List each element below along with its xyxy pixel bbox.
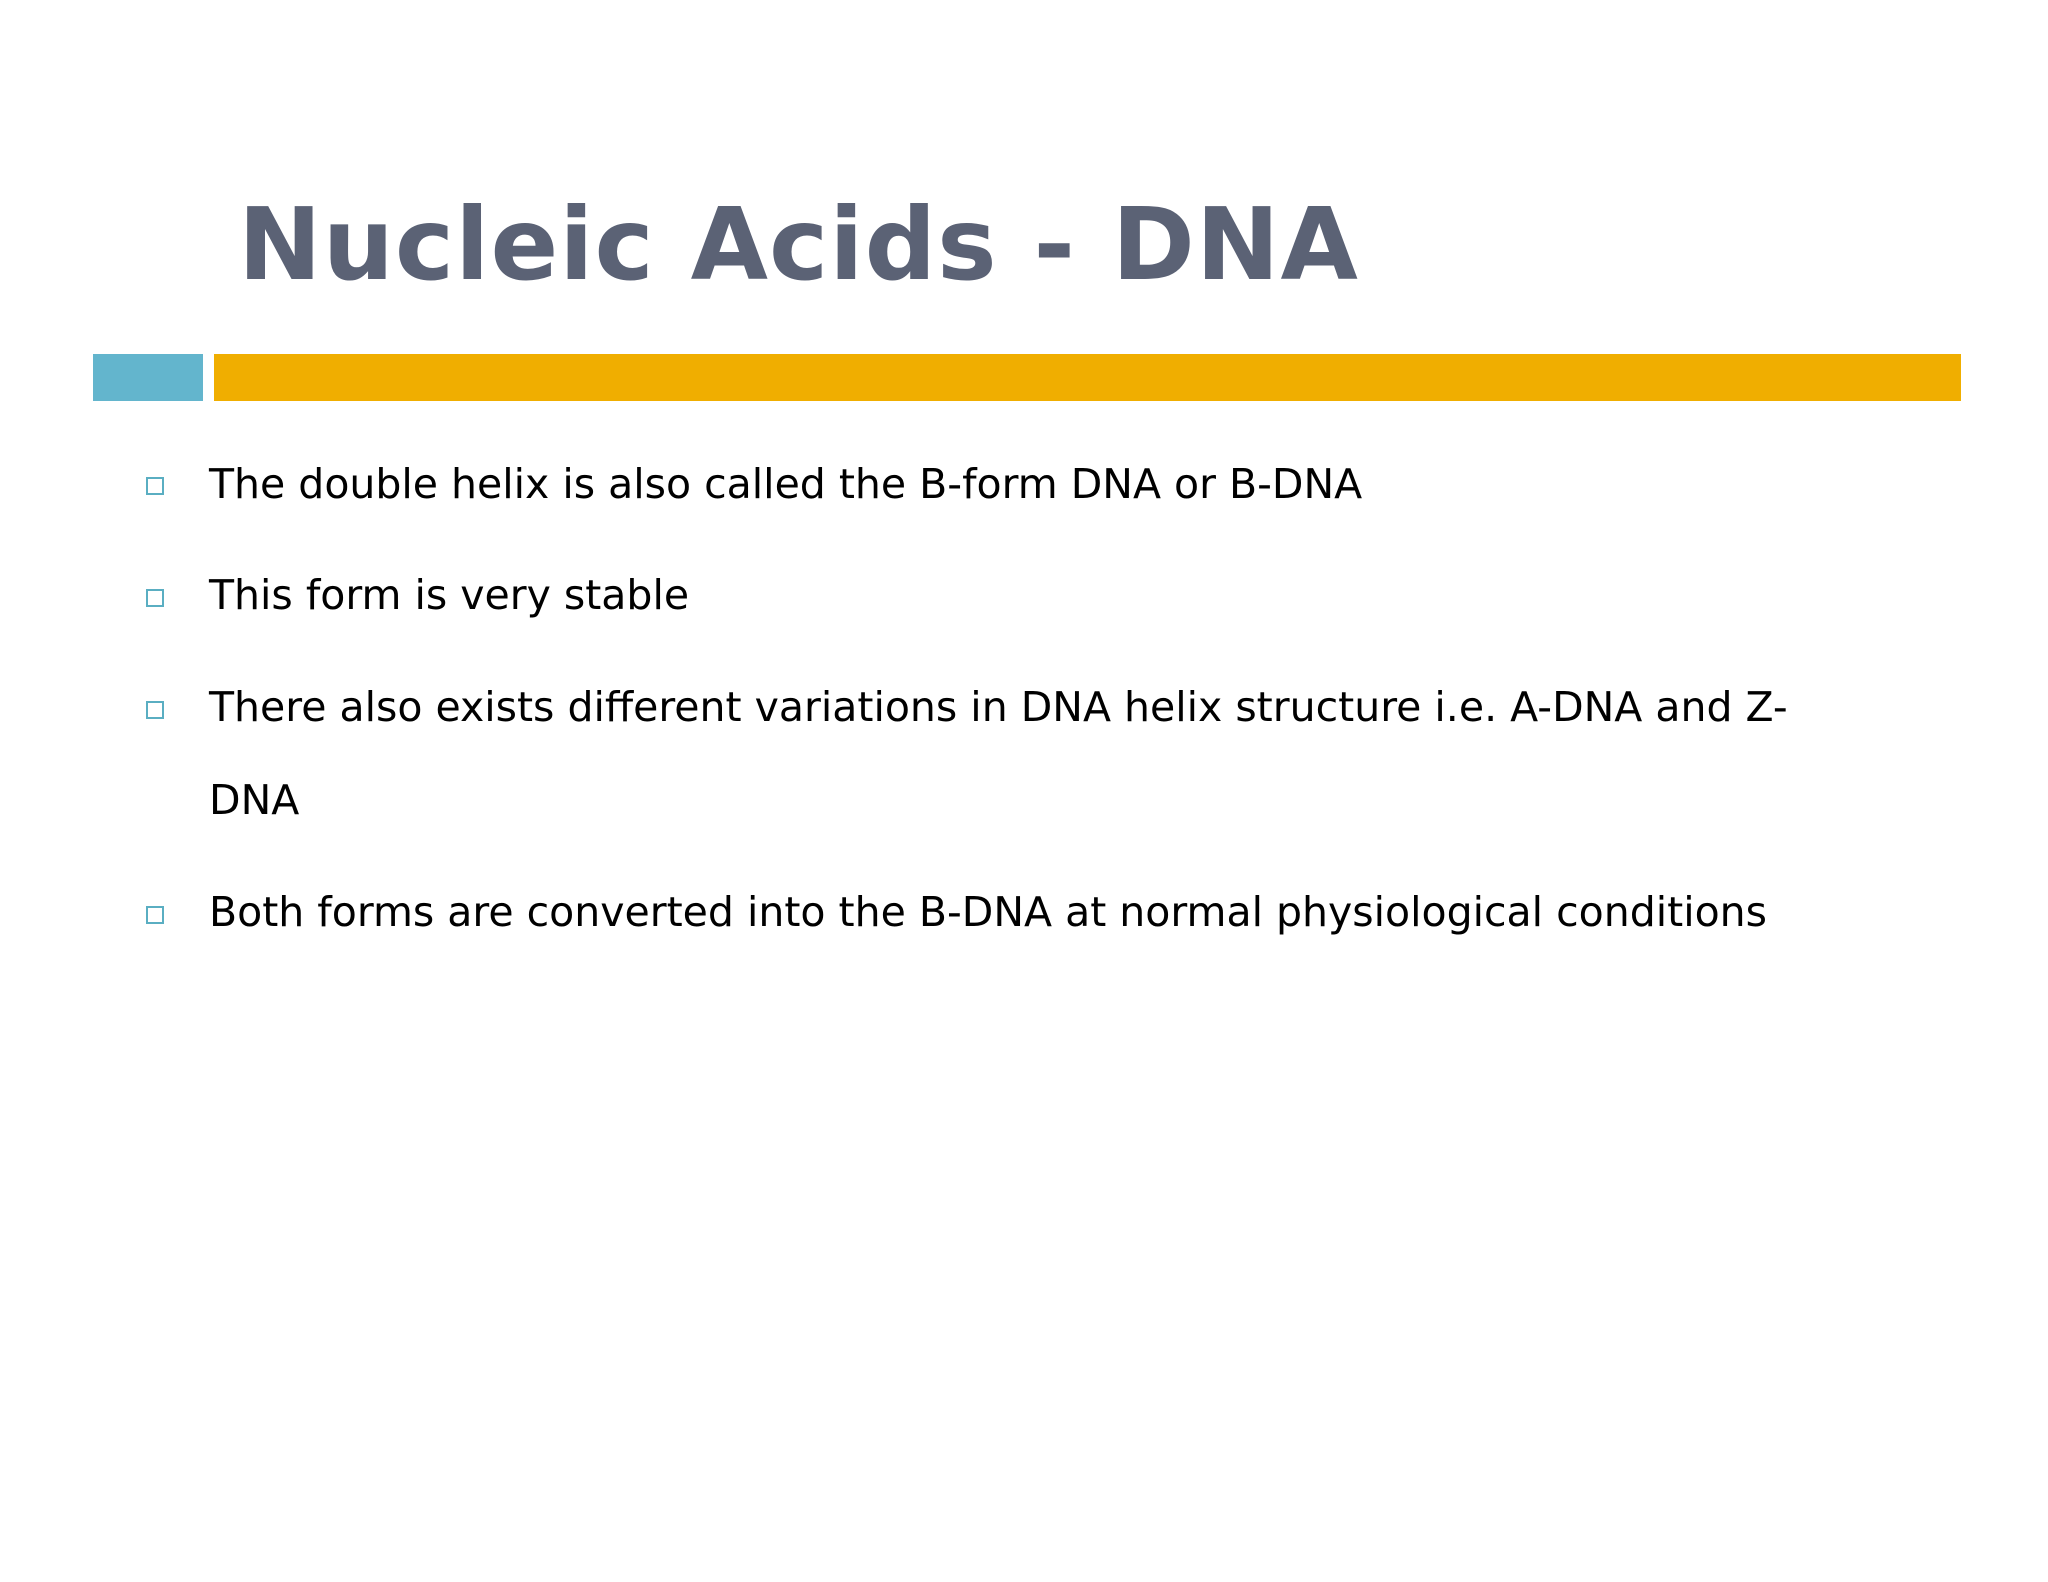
square-bullet-icon <box>146 701 164 719</box>
bullet-text: This form is very stable <box>209 571 690 619</box>
bullet-text: There also exists different variations in DNA helix structure i.e. A-DNA and Z-DNA <box>209 683 1788 824</box>
bullet-text: The double helix is also called the B-form DNA or B-DNA <box>209 460 1363 508</box>
accent-bar-small <box>93 354 203 401</box>
square-bullet-icon <box>146 589 164 607</box>
accent-bar-large <box>214 354 1961 401</box>
square-bullet-icon <box>146 906 164 924</box>
bullet-text: Both forms are converted into the B-DNA at normal physiological conditions <box>209 888 1768 936</box>
slide-title: Nucleic Acids - DNA <box>238 186 1359 303</box>
square-bullet-icon <box>146 477 164 495</box>
